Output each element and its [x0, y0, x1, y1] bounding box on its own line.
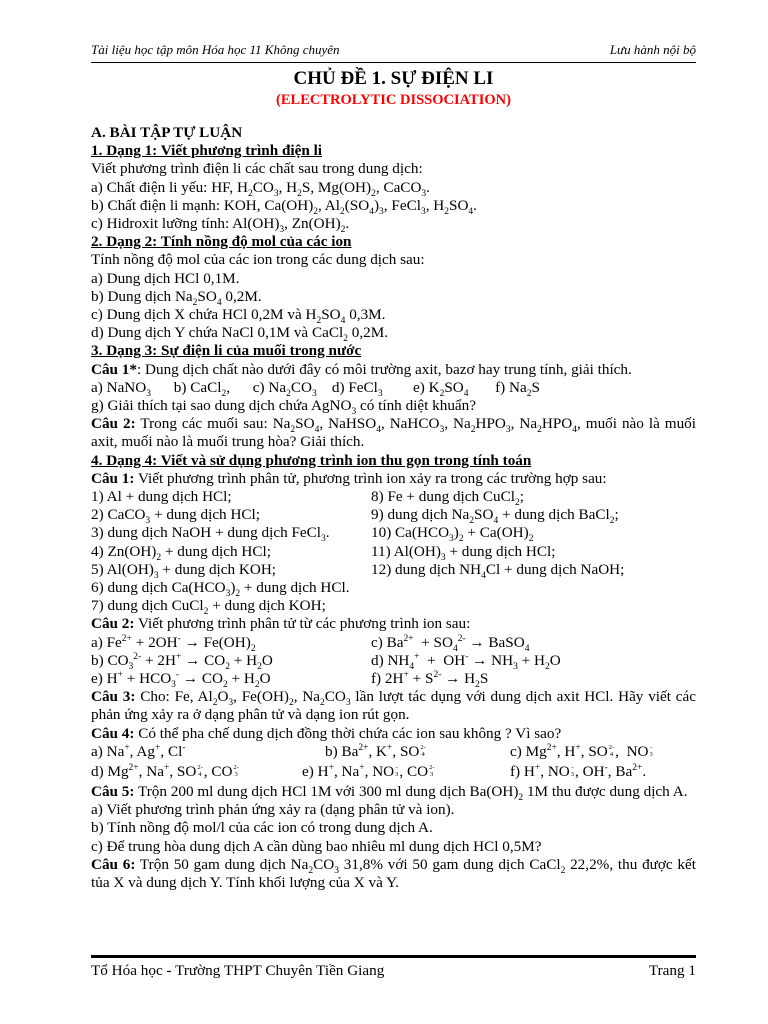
document-page [91, 0, 696, 1024]
text-line: d) Dung dịch Y chứa NaCl 0,1M và CaCl$_2$ 0,2M. [91, 324, 389, 345]
page-footer [91, 962, 696, 980]
topic-heading-2: 2. Dạng 2: Tính nồng độ mol của các ion [91, 233, 352, 251]
footer-divider [91, 955, 696, 958]
header-divider [91, 62, 696, 63]
ion-equation-row: b) $CO_3^{2-} + 2H^+ \to CO_2 + H_2O$ d) $NH_4^+ + OH^- \to NH_3 + H_2O$ [91, 651, 561, 672]
page-header [91, 42, 696, 58]
header-left: Tài liệu học tập môn Hóa học 11 Không chuyên [91, 42, 340, 57]
ion-equation-row: e) $H^+ + HCO_3^- \to CO_2 + H_2O$ f) $2H^+ + S^{2-} \to H_2S$ [91, 669, 489, 691]
text-line: a) Viết phương trình phản ứng xảy ra (dạng phân tử và ion). [91, 801, 455, 819]
question-line: Câu 3: Cho: Fe, $Al_2O_3$, $Fe(OH)_2$, $Na_2CO_3$ lần lượt tác dụng với dung dịch axit HCl. Hãy viết các phản ứng xảy ra ở dạng phân tử và dạng ion rút gọn. [91, 688, 696, 724]
text-line: 6) dung dịch $Ca(HCO_3)_2$ + dung dịch HCl. [91, 579, 350, 600]
reaction-row: 1) Al + dung dịch HCl; 8) Fe + dung dịch CuCl$_2$; [91, 488, 524, 509]
page-number: Trang 1 [648, 962, 696, 979]
topic-heading-1: 1. Dạng 1: Viết phương trình điện li [91, 142, 323, 160]
question-line: Câu 2: Viết phương trình phân tử từ các phương trình ion sau: [91, 615, 471, 633]
page-subtitle: (ELECTROLYTIC DISSOCIATION) [276, 92, 511, 108]
question-line: Câu 1: Viết phương trình phân tử, phương trình ion xảy ra trong các trường hợp sau: [91, 469, 607, 487]
question-line: Câu 6: Trộn 50 gam dung dịch $Na_2CO_3$ 31,8% với 50 gam dung dịch CaCl$_2$ 22,2%, thu được kết tủa X và dung dịch Y. Tính khối lượng của X và Y. [91, 855, 696, 891]
text-line: a) Dung dịch HCl 0,1M. [91, 269, 240, 287]
reaction-row: 5) $Al(OH)_3$ + dung dịch KOH; 12) dung dịch $NH_4Cl$ + dung dịch NaOH; [91, 560, 625, 581]
text-line: a) NaNO$_3$ b) CaCl$_2$, c) $Na_2CO_3$ d) FeCl$_3$ e) $K_2SO_4$ f) $Na_2S$ [91, 378, 540, 399]
text-line: c) Hidroxit lưỡng tính: $Al(OH)_3$, $Zn(OH)_2$. [91, 215, 350, 236]
text-line: b) Chất điện li mạnh: KOH, $Ca(OH)_2$, $Al_2(SO_4)_3$, FeCl$_3$, $H_2SO_4$. [91, 196, 477, 217]
text-line: b) Tính nồng độ mol/l của các ion có trong dung dịch A. [91, 819, 433, 837]
text-line: g) Giải thích tại sao dung dịch chứa AgNO$_3$ có tính diệt khuẩn? [91, 397, 476, 418]
question-line: Câu 1*: Dung dịch chất nào dưới đây có môi trường axit, bazơ hay trung tính, giải thích. [91, 360, 632, 378]
ion-set-row: a) Na+, Ag+, Cl- b) $Ba^{2+}$, K+, SO 2- 4 c) $Mg^{2+}$, H+, SO 2- 4 , NO - 3 [91, 742, 653, 760]
text-line: Viết phương trình điện li các chất sau trong dung dịch: [91, 160, 423, 178]
ion-equation-row: a) $Fe^{2+} + 2OH^- \to Fe(OH)_2$ c) $Ba^{2+} + SO_4^{2-}$ → BaSO$_4$ [91, 633, 530, 654]
reaction-row: 4) $Zn(OH)_2$ + dung dịch HCl; 11) $Al(OH)_3$ + dung dịch HCl; [91, 542, 556, 563]
ion-set-row: d) $Mg^{2+}$, Na+, SO 2- 4 , CO 2- 3 e) H+, Na+, NO - 3 , CO 2- 3 f) H+, NO - 3 , OH-, $Ba^{2+}$. [91, 762, 647, 780]
text-line: Tính nồng độ mol của các ion trong các dung dịch sau: [91, 251, 425, 269]
section-heading: A. BÀI TẬP TỰ LUẬN [91, 124, 243, 141]
text-line: c) Dung dịch X chứa HCl 0,2M và $H_2SO_4$ 0,3M. [91, 306, 386, 327]
text-line: a) Chất điện li yếu: HF, $H_2CO_3$, $H_2S$, $Mg(OH)_2$, CaCO$_3$. [91, 178, 430, 199]
topic-heading-3: 3. Dạng 3: Sự điện li của muối trong nước [91, 342, 362, 360]
text-line: 7) dung dịch CuCl$_2$ + dung dịch KOH; [91, 597, 326, 618]
question-line: Câu 5: Trộn 200 ml dung dịch HCl 1M với 300 ml dung dịch $Ba(OH)_2$ 1M thu được dung dịch A. [91, 782, 688, 803]
text-line: c) Để trung hòa dung dịch A cần dùng bao nhiêu ml dung dịch HCl 0,5M? [91, 837, 542, 855]
reaction-row: 2) CaCO$_3$ + dung dịch HCl; 9) dung dịch $Na_2SO_4$ + dung dịch BaCl$_2$; [91, 506, 619, 527]
text-line: b) Dung dịch $Na_2SO_4$ 0,2M. [91, 287, 262, 308]
page-title: CHỦ ĐỀ 1. SỰ ĐIỆN LI [293, 68, 494, 89]
topic-heading-4: 4. Dạng 4: Viết và sử dụng phương trình ion thu gọn trong tính toán [91, 451, 532, 469]
question-line: Câu 4: Có thể pha chế dung dịch đồng thời chứa các ion sau không ? Vì sao? [91, 724, 562, 742]
footer-left: Tổ Hóa học - Trường THPT Chuyên Tiền Giang [91, 962, 385, 979]
document-body [91, 124, 696, 892]
reaction-row: 3) dung dịch NaOH + dung dịch FeCl$_3$. 10) $Ca(HCO_3)_2 + Ca(OH)_2$ [91, 524, 534, 545]
question-line: Câu 2: Trong các muối sau: $Na_2SO_4$, NaHSO$_4$, NaHCO$_3$, $Na_2HPO_3$, $Na_2HPO_4$, muối nào là muối axit, muối nào là muối trung hòa? Giải thích. [91, 415, 696, 451]
header-right: Lưu hành nội bộ [609, 42, 696, 57]
